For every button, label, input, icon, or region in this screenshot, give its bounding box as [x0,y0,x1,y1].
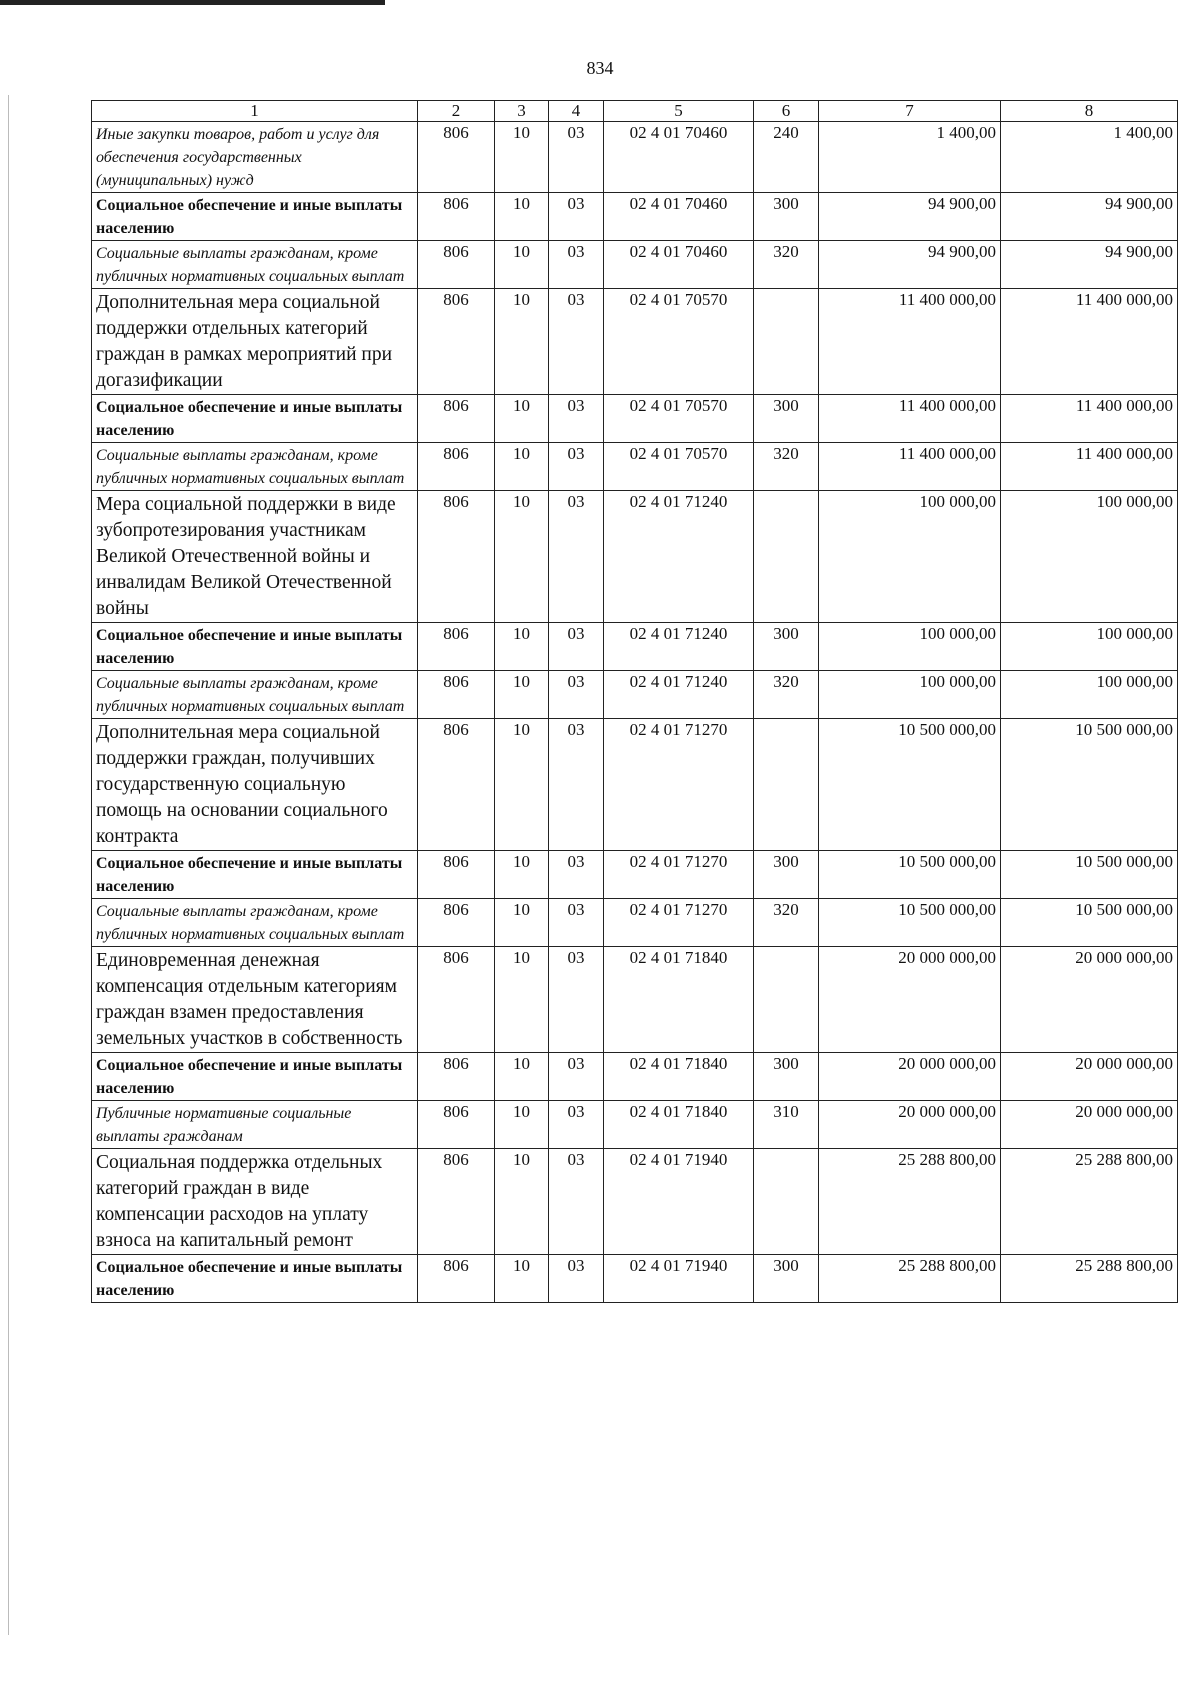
expense-name-cell: Социальное обеспечение и иные выплаты населению [92,395,418,443]
amount-year1-cell: 100 000,00 [819,671,1001,719]
amount-year2-cell: 10 500 000,00 [1001,719,1178,851]
amount-year1-cell: 20 000 000,00 [819,947,1001,1053]
subsection-code-cell: 03 [549,122,604,193]
table-row [92,1255,1178,1303]
target-article-cell: 02 4 01 71940 [604,1255,754,1303]
expense-name-cell: Социальное обеспечение и иные выплаты населению [92,851,418,899]
amount-year1-cell: 20 000 000,00 [819,1053,1001,1101]
section-code-cell: 10 [495,193,549,241]
column-header: 4 [549,101,604,122]
expense-name-cell: Единовременная денежная компенсация отдельным категориям граждан взамен предоставления земельных участков в собственность [92,947,418,1053]
subsection-code-cell: 03 [549,719,604,851]
amount-year1-cell: 1 400,00 [819,122,1001,193]
department-code-cell: 806 [418,193,495,241]
section-code-cell: 10 [495,491,549,623]
expense-type-cell: 300 [754,1053,819,1101]
amount-year2-cell: 11 400 000,00 [1001,443,1178,491]
subsection-code-cell: 03 [549,443,604,491]
amount-year2-cell: 25 288 800,00 [1001,1149,1178,1255]
target-article-cell: 02 4 01 70460 [604,241,754,289]
amount-year1-cell: 11 400 000,00 [819,395,1001,443]
amount-year1-cell: 25 288 800,00 [819,1255,1001,1303]
subsection-code-cell: 03 [549,193,604,241]
department-code-cell: 806 [418,623,495,671]
expense-type-cell [754,1149,819,1255]
amount-year2-cell: 100 000,00 [1001,491,1178,623]
expense-type-cell: 320 [754,671,819,719]
table-row [92,947,1178,1053]
subsection-code-cell: 03 [549,241,604,289]
expense-name-cell: Социальное обеспечение и иные выплаты населению [92,193,418,241]
column-header: 6 [754,101,819,122]
expense-type-cell [754,289,819,395]
amount-year2-cell: 94 900,00 [1001,241,1178,289]
table-row [92,1149,1178,1255]
column-header: 2 [418,101,495,122]
scan-margin-line [8,95,9,1635]
expense-name-cell: Социальное обеспечение и иные выплаты населению [92,1255,418,1303]
expense-type-cell [754,947,819,1053]
section-code-cell: 10 [495,1101,549,1149]
expense-name-cell: Дополнительная мера социальной поддержки отдельных категорий граждан в рамках мероприятий при догазификации [92,289,418,395]
section-code-cell: 10 [495,122,549,193]
table-row [92,719,1178,851]
scan-edge-line [0,0,385,5]
expense-type-cell [754,719,819,851]
department-code-cell: 806 [418,491,495,623]
department-code-cell: 806 [418,1255,495,1303]
subsection-code-cell: 03 [549,1053,604,1101]
section-code-cell: 10 [495,719,549,851]
target-article-cell: 02 4 01 71270 [604,899,754,947]
section-code-cell: 10 [495,947,549,1053]
target-article-cell: 02 4 01 71940 [604,1149,754,1255]
department-code-cell: 806 [418,671,495,719]
column-header: 1 [92,101,418,122]
department-code-cell: 806 [418,241,495,289]
expense-type-cell: 320 [754,899,819,947]
expense-name-cell: Социальная поддержка отдельных категорий граждан в виде компенсации расходов на уплату взноса на капитальный ремонт [92,1149,418,1255]
amount-year1-cell: 100 000,00 [819,623,1001,671]
amount-year1-cell: 100 000,00 [819,491,1001,623]
target-article-cell: 02 4 01 70460 [604,122,754,193]
amount-year1-cell: 94 900,00 [819,241,1001,289]
column-header: 7 [819,101,1001,122]
table-row [92,671,1178,719]
expense-name-cell: Социальные выплаты гражданам, кроме публичных нормативных социальных выплат [92,443,418,491]
expense-name-cell: Социальные выплаты гражданам, кроме публичных нормативных социальных выплат [92,671,418,719]
section-code-cell: 10 [495,1149,549,1255]
table-row [92,851,1178,899]
expense-type-cell: 300 [754,395,819,443]
department-code-cell: 806 [418,1053,495,1101]
header-row [92,101,1178,122]
table-row [92,122,1178,193]
amount-year2-cell: 11 400 000,00 [1001,395,1178,443]
table-row [92,289,1178,395]
expense-type-cell: 300 [754,1255,819,1303]
department-code-cell: 806 [418,289,495,395]
subsection-code-cell: 03 [549,851,604,899]
expense-type-cell [754,491,819,623]
target-article-cell: 02 4 01 70570 [604,289,754,395]
amount-year2-cell: 25 288 800,00 [1001,1255,1178,1303]
subsection-code-cell: 03 [549,623,604,671]
expense-type-cell: 300 [754,193,819,241]
table-row [92,395,1178,443]
department-code-cell: 806 [418,1101,495,1149]
amount-year1-cell: 10 500 000,00 [819,719,1001,851]
expense-type-cell: 240 [754,122,819,193]
amount-year2-cell: 20 000 000,00 [1001,947,1178,1053]
subsection-code-cell: 03 [549,1149,604,1255]
expense-name-cell: Мера социальной поддержки в виде зубопротезирования участникам Великой Отечественной войны и инвалидам Великой Отечественной войны [92,491,418,623]
expense-name-cell: Иные закупки товаров, работ и услуг для обеспечения государственных (муниципальных) нужд [92,122,418,193]
table-row [92,899,1178,947]
target-article-cell: 02 4 01 71840 [604,947,754,1053]
subsection-code-cell: 03 [549,1255,604,1303]
expense-type-cell: 320 [754,443,819,491]
column-header: 5 [604,101,754,122]
section-code-cell: 10 [495,1255,549,1303]
department-code-cell: 806 [418,122,495,193]
amount-year2-cell: 20 000 000,00 [1001,1101,1178,1149]
amount-year1-cell: 10 500 000,00 [819,899,1001,947]
table-row [92,443,1178,491]
amount-year2-cell: 10 500 000,00 [1001,851,1178,899]
expense-name-cell: Социальное обеспечение и иные выплаты населению [92,1053,418,1101]
expense-type-cell: 300 [754,623,819,671]
department-code-cell: 806 [418,899,495,947]
expense-name-cell: Социальное обеспечение и иные выплаты населению [92,623,418,671]
amount-year1-cell: 11 400 000,00 [819,289,1001,395]
amount-year1-cell: 25 288 800,00 [819,1149,1001,1255]
department-code-cell: 806 [418,395,495,443]
subsection-code-cell: 03 [549,395,604,443]
target-article-cell: 02 4 01 71270 [604,851,754,899]
section-code-cell: 10 [495,899,549,947]
column-header: 8 [1001,101,1178,122]
table-row [92,623,1178,671]
section-code-cell: 10 [495,623,549,671]
budget-table [91,100,1178,1303]
department-code-cell: 806 [418,1149,495,1255]
subsection-code-cell: 03 [549,947,604,1053]
amount-year1-cell: 94 900,00 [819,193,1001,241]
page-number: 834 [586,58,614,78]
target-article-cell: 02 4 01 71270 [604,719,754,851]
section-code-cell: 10 [495,443,549,491]
target-article-cell: 02 4 01 71240 [604,671,754,719]
amount-year2-cell: 11 400 000,00 [1001,289,1178,395]
amount-year2-cell: 100 000,00 [1001,671,1178,719]
section-code-cell: 10 [495,851,549,899]
column-header: 3 [495,101,549,122]
target-article-cell: 02 4 01 71840 [604,1053,754,1101]
department-code-cell: 806 [418,851,495,899]
department-code-cell: 806 [418,947,495,1053]
amount-year2-cell: 100 000,00 [1001,623,1178,671]
expense-name-cell: Социальные выплаты гражданам, кроме публичных нормативных социальных выплат [92,241,418,289]
expense-type-cell: 320 [754,241,819,289]
target-article-cell: 02 4 01 70460 [604,193,754,241]
subsection-code-cell: 03 [549,899,604,947]
expense-name-cell: Публичные нормативные социальные выплаты гражданам [92,1101,418,1149]
amount-year2-cell: 10 500 000,00 [1001,899,1178,947]
section-code-cell: 10 [495,289,549,395]
table-row [92,1101,1178,1149]
amount-year2-cell: 20 000 000,00 [1001,1053,1178,1101]
table-row [92,241,1178,289]
target-article-cell: 02 4 01 70570 [604,395,754,443]
section-code-cell: 10 [495,395,549,443]
amount-year1-cell: 10 500 000,00 [819,851,1001,899]
section-code-cell: 10 [495,241,549,289]
table-row [92,1053,1178,1101]
expense-name-cell: Дополнительная мера социальной поддержки граждан, получивших государственную социальную помощь на основании социального контракта [92,719,418,851]
subsection-code-cell: 03 [549,671,604,719]
section-code-cell: 10 [495,1053,549,1101]
expense-type-cell: 300 [754,851,819,899]
target-article-cell: 02 4 01 70570 [604,443,754,491]
target-article-cell: 02 4 01 71240 [604,623,754,671]
expense-name-cell: Социальные выплаты гражданам, кроме публичных нормативных социальных выплат [92,899,418,947]
department-code-cell: 806 [418,719,495,851]
subsection-code-cell: 03 [549,289,604,395]
amount-year1-cell: 20 000 000,00 [819,1101,1001,1149]
table-body [92,122,1178,1303]
amount-year2-cell: 1 400,00 [1001,122,1178,193]
section-code-cell: 10 [495,671,549,719]
subsection-code-cell: 03 [549,491,604,623]
target-article-cell: 02 4 01 71840 [604,1101,754,1149]
expense-type-cell: 310 [754,1101,819,1149]
subsection-code-cell: 03 [549,1101,604,1149]
amount-year2-cell: 94 900,00 [1001,193,1178,241]
table-row [92,193,1178,241]
amount-year1-cell: 11 400 000,00 [819,443,1001,491]
table-row [92,491,1178,623]
target-article-cell: 02 4 01 71240 [604,491,754,623]
department-code-cell: 806 [418,443,495,491]
